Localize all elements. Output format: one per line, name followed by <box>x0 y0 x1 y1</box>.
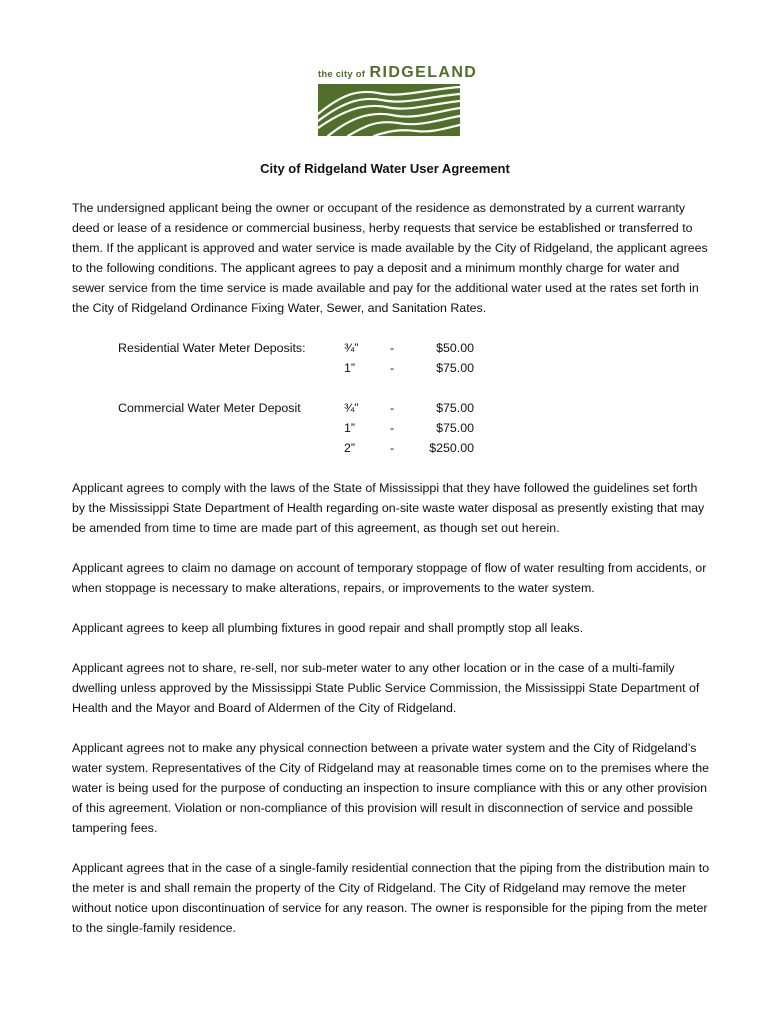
logo-prefix: the city of <box>318 69 366 80</box>
deposit-size: 2” <box>344 441 356 455</box>
logo-wave-graphic <box>318 84 460 136</box>
clause-piping-ownership: Applicant agrees that in the case of a single-family residential connection that the piping from the distribution main to the meter is and shall remain the property of the City of Ridgeland. The City of Ridgeland may remove the meter without notice upon discontinuation of service for any reason. The owner is responsible for the piping from the meter to the single-family residence. <box>72 861 710 935</box>
logo-wordmark <box>318 64 478 84</box>
deposit-size: 1” <box>344 421 356 435</box>
clause-plumbing: Applicant agrees to keep all plumbing fixtures in good repair and shall promptly stop all leaks. <box>72 621 584 635</box>
deposit-size: ¾” <box>344 341 359 355</box>
deposit-amount: $50.00 <box>436 341 474 355</box>
deposit-amount: $75.00 <box>436 361 474 375</box>
clause-no-resale: Applicant agrees not to share, re-sell, nor sub-meter water to any other location or in the case of a multi-family dwelling unless approved by the Mississippi State Public Service Commission, the Mississippi State Department of Health and the Mayor and Board of Aldermen of the City of Ridgeland. <box>72 661 700 715</box>
clause-stoppage: Applicant agrees to claim no damage on account of temporary stoppage of flow of water resulting from accidents, or when stoppage is necessary to make alterations, repairs, or improvements to the water system. <box>72 561 707 595</box>
clause-physical-connection: Applicant agrees not to make any physical connection between a private water system and the City of Ridgeland’s water system. Representatives of the City of Ridgeland may at reasonable times come on to the premises where the water is being used for the purpose of conducting an inspection to insure compliance with this or any other provision of this agreement. Violation or non-compliance of this provision will result in disconnection of service and possible tampering fees. <box>72 741 710 835</box>
deposit-size: 1” <box>344 361 356 375</box>
deposit-dash: - <box>390 341 395 355</box>
city-logo <box>318 64 478 136</box>
deposit-dash: - <box>390 401 395 415</box>
residential-deposits-label: Residential Water Meter Deposits: <box>118 341 306 355</box>
deposit-dash: - <box>390 361 395 375</box>
document-title: City of Ridgeland Water User Agreement <box>260 161 510 176</box>
deposit-amount: $75.00 <box>436 421 474 435</box>
deposit-size: ¾” <box>344 401 359 415</box>
deposit-dash: - <box>390 441 395 455</box>
deposit-amount: $250.00 <box>429 441 474 455</box>
deposit-dash: - <box>390 421 395 435</box>
commercial-deposits-label: Commercial Water Meter Deposit <box>118 401 301 415</box>
logo-name: RIDGELAND <box>369 64 478 81</box>
intro-paragraph: The undersigned applicant being the owner or occupant of the residence as demonstrated by a current warranty deed or lease of a residence or commercial business, herby requests that service be established or transferred to them. If the applicant is approved and water service is made available by the City of Ridgeland, the applicant agrees to the following conditions. The applicant agrees to pay a deposit and a minimum monthly charge for water and sewer service from the time service is made available and pay for the additional water used at the rates set forth in the City of Ridgeland Ordinance Fixing Water, Sewer, and Sanitation Rates. <box>72 201 708 315</box>
clause-state-law: Applicant agrees to comply with the laws of the State of Mississippi that they have followed the guidelines set forth by the Mississippi State Department of Health regarding on-site waste water disposal as presently existing that may be amended from time to time are made part of this agreement, as though set out herein. <box>72 481 705 535</box>
deposit-amount: $75.00 <box>436 401 474 415</box>
